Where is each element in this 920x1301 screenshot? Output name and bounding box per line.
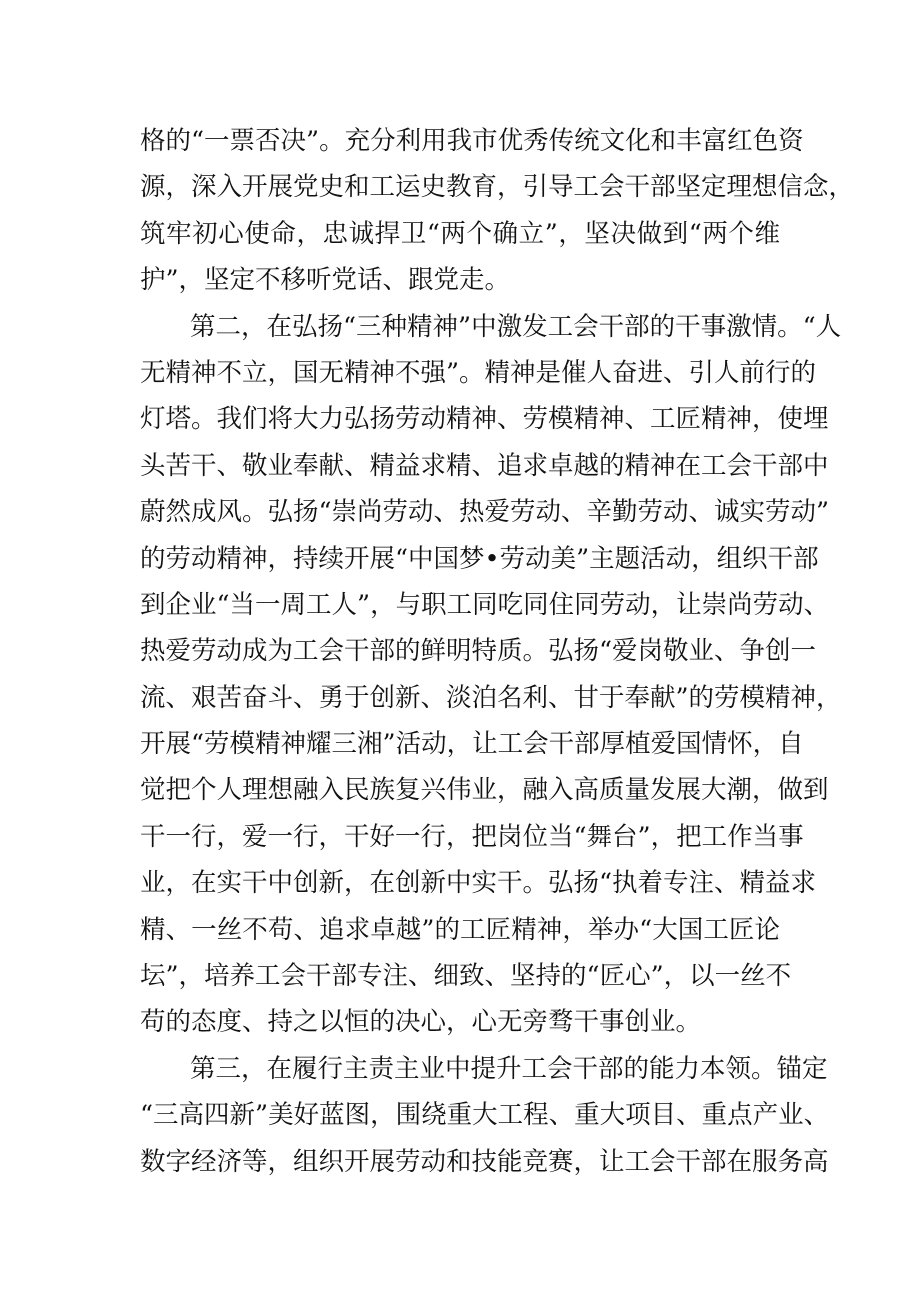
text-line: 灯塔。我们将大力弘扬劳动精神、劳模精神、工匠精神，使埋 [140,404,829,435]
text-line: 精、一丝不苟、追求卓越”的工匠精神，举办“大国工匠论 [140,914,780,945]
text-line: “三高四新”美好蓝图，围绕重大工程、重大项目、重点产业、 [140,1100,830,1131]
text-line: 流、艰苦奋斗、勇于创新、淡泊名利、甘于奉献”的劳模精神， [140,682,842,713]
text-line: 数字经济等，组织开展劳动和技能竞赛，让工会干部在服务高 [140,1146,829,1177]
text-line: 筑牢初心使命，忠诚捍卫“两个确立”，坚决做到“两个维 [140,218,780,249]
paragraph-start-line: 第三，在履行主责主业中提升工会干部的能力本领。锚定 [190,1053,828,1084]
text-line: 蔚然成风。弘扬“崇尚劳动、热爱劳动、辛勤劳动、诚实劳动” [140,497,830,528]
text-line: 格的“一票否决”。充分利用我市优秀传统文化和丰富红色资 [140,126,804,156]
text-line: 头苦干、敬业奉献、精益求精、追求卓越的精神在工会干部中 [140,450,829,481]
text-line: 的劳动精神，持续开展“中国梦•劳动美”主题活动，组织干部 [140,543,819,574]
text-line: 苟的态度、持之以恒的决心，心无旁骛干事创业。 [140,1007,702,1038]
text-line: 觉把个人理想融入民族复兴伟业，融入高质量发展大潮，做到 [140,775,829,806]
text-line: 开展“劳模精神耀三湘”活动，让工会干部厚植爱国情怀，自 [140,729,804,760]
text-line: 到企业“当一周工人”，与职工同吃同住同劳动，让崇尚劳动、 [140,589,830,620]
document-body [140,118,855,1185]
text-line: 源，深入开展党史和工运史教育，引导工会干部坚定理想信念， [140,172,855,203]
text-line: 坛”，培养工会干部专注、细致、坚持的“匠心”，以一丝不 [140,961,792,992]
text-line: 护”，坚定不移听党话、跟党走。 [140,265,511,296]
paragraph-start-line: 第二，在弘扬“三种精神”中激发工会干部的干事激情。“人 [190,311,842,342]
text-line: 无精神不立，国无精神不强”。精神是催人奋进、引人前行的 [140,357,817,388]
text-line: 热爱劳动成为工会干部的鲜明特质。弘扬“爱岗敬业、争创一 [140,636,817,667]
text-line: 干一行，爱一行，干好一行，把岗位当“舞台”，把工作当事 [140,821,804,852]
text-line: 业，在实干中创新，在创新中实干。弘扬“执着专注、精益求 [140,868,817,899]
